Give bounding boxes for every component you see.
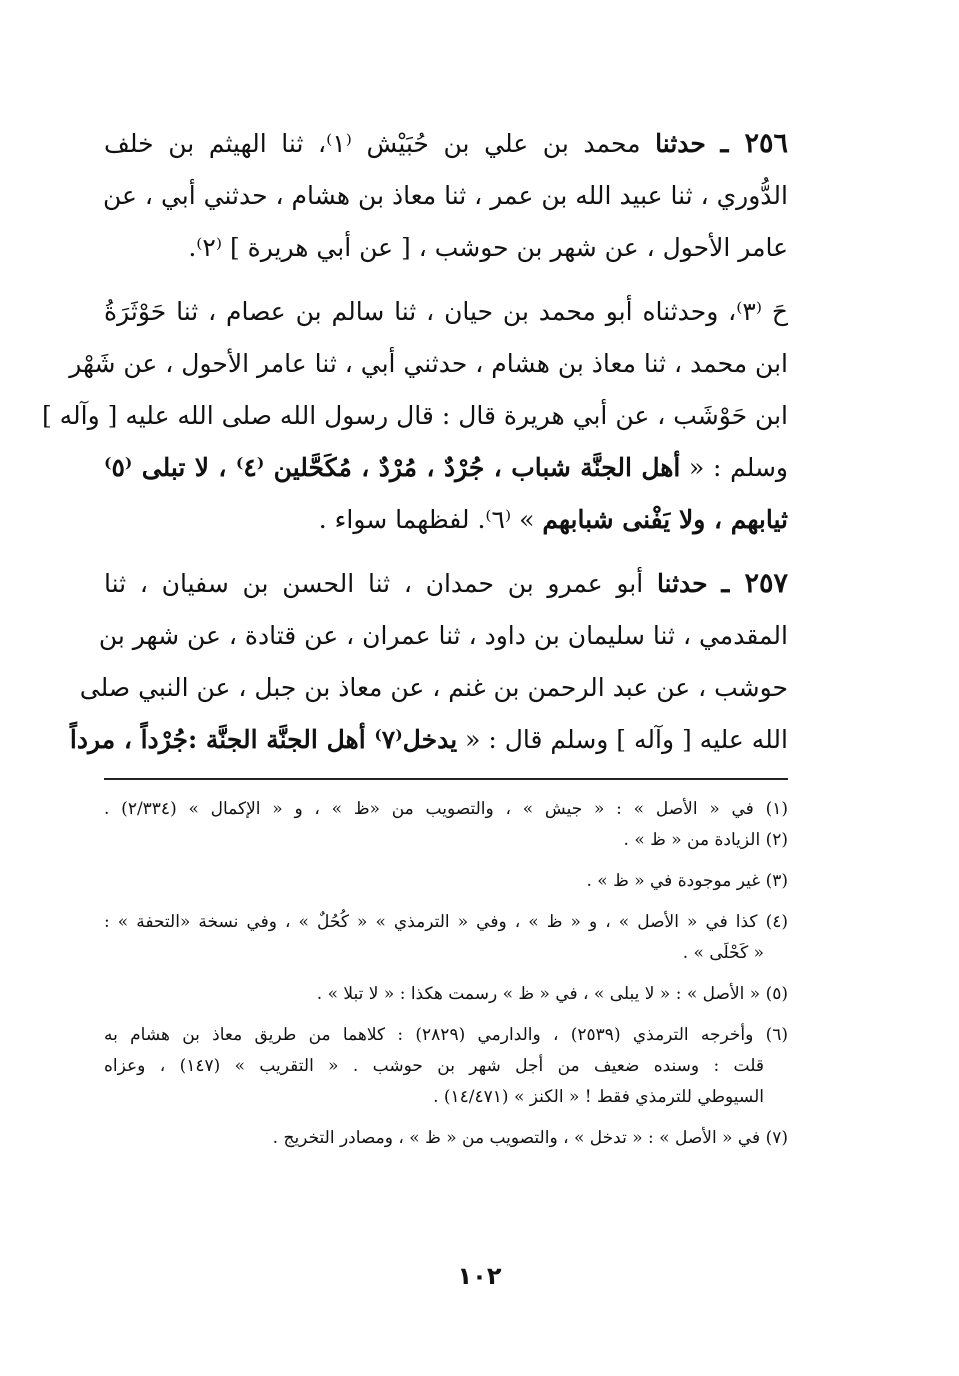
page-body [41,118,789,1154]
text-line: المقدمي ، ثنا سليمان بن داود ، ثنا عمران ، عن قتادة ، عن شهر بن [98,621,788,650]
bold-text: أهل الجنَّة شباب ، جُرْدٌ ، مُرْدٌ ، مُكَحَّلين ⁽٤⁾ ، لا تبلى ⁽٥⁾ [104,453,681,482]
text-run: وسلم : « [689,453,789,482]
text-line [69,714,788,766]
text-line [104,442,788,494]
text-line: ابن حَوْشَب ، عن أبي هريرة قال : قال رسول الله صلى الله عليه [ وآله ] [41,401,788,430]
footnotes [104,794,788,1154]
bold-text: يدخل⁽٧⁾ أهل الجنَّة الجنَّة :جُرْداً ، مرداً [69,725,458,754]
bold-text: ثيابهم ، ولا يَفْنى شبابهم [542,505,788,534]
text-line [104,558,788,610]
footnote-1: (١) في « الأصل » : « جيش » ، والتصويب من «ظ » ، و « الإكمال » (٢/٣٣٤) . [104,799,788,819]
hadith-number: ٢٥٧ ـ [721,568,788,599]
hadith-257 [69,558,788,766]
footnote-7: (٧) في « الأصل » : « تدخل » ، والتصويب من « ظ » ، ومصادر التخريج . [272,1128,788,1148]
text-line: حوشب ، عن عبد الرحمن بن غنم ، عن معاذ بن جبل ، عن النبي صلى [79,673,788,702]
page-number: ١٠٢ [457,1262,502,1290]
text-run: » ⁽٦⁾. لفظهما سواء . [318,505,535,534]
footnote-2: (٢) الزيادة من « ظ » . [623,830,788,850]
text-line [104,118,788,170]
text-run: محمد بن علي بن حُبَيْش ⁽١⁾، ثنا الهيثم بن خلف [104,129,641,158]
hadith-chain-ha [41,286,789,546]
footnote-4-cont: « كَحْلَى » . [682,943,764,963]
footnote-6-cont: قلت : وسنده ضعيف من أجل شهر بن حوشب . « التقريب » (١٤٧) ، وعزاه [104,1056,764,1076]
hadith-number: ٢٥٦ ـ [720,128,789,159]
bold-text: حدثنا [656,569,708,598]
text-line [104,494,788,546]
text-run: أبو عمرو بن حمدان ، ثنا الحسن بن سفيان ، ثنا [104,569,644,598]
text-line: الدُّوري ، ثنا عبيد الله بن عمر ، ثنا معاذ بن هشام ، حدثني أبي ، عن [103,181,788,210]
text-run: الله عليه [ وآله ] وسلم قال : « [465,725,788,754]
footnote-6-cont: السيوطي للترمذي فقط ! « الكنز » (١٤/٤٧١) . [433,1087,764,1107]
bold-text: حدثنا [655,129,706,158]
footnote-5: (٥) « الأصل » : « لا يبلى » ، في « ظ » رسمت هكذا : « لا تبلا » . [316,984,788,1004]
text-line: ابن محمد ، ثنا معاذ بن هشام ، حدثني أبي ، ثنا عامر الأحول ، عن شَهْر [69,349,788,378]
footnote-6: (٦) وأخرجه الترمذي (٢٥٣٩) ، والدارمي (٢٨٢٩) : كلاهما من طريق معاذ بن هشام به [104,1025,788,1045]
footnote-4: (٤) كذا في « الأصل » ، و « ظ » ، وفي « الترمذي » « كُحُلٌ » ، وفي نسخة «التحفة » : [104,912,788,932]
text-line: حَ ⁽٣⁾، وحدثناه أبو محمد بن حيان ، ثنا سالم بن عصام ، ثنا حَوْثَرَةُ [104,297,788,326]
hadith-256 [104,118,788,274]
footnote-divider [104,778,788,780]
text-line: عامر الأحول ، عن شهر بن حوشب ، [ عن أبي هريرة ] ⁽٢⁾. [188,233,788,262]
footnote-3: (٣) غير موجودة في « ظ » . [586,871,788,891]
